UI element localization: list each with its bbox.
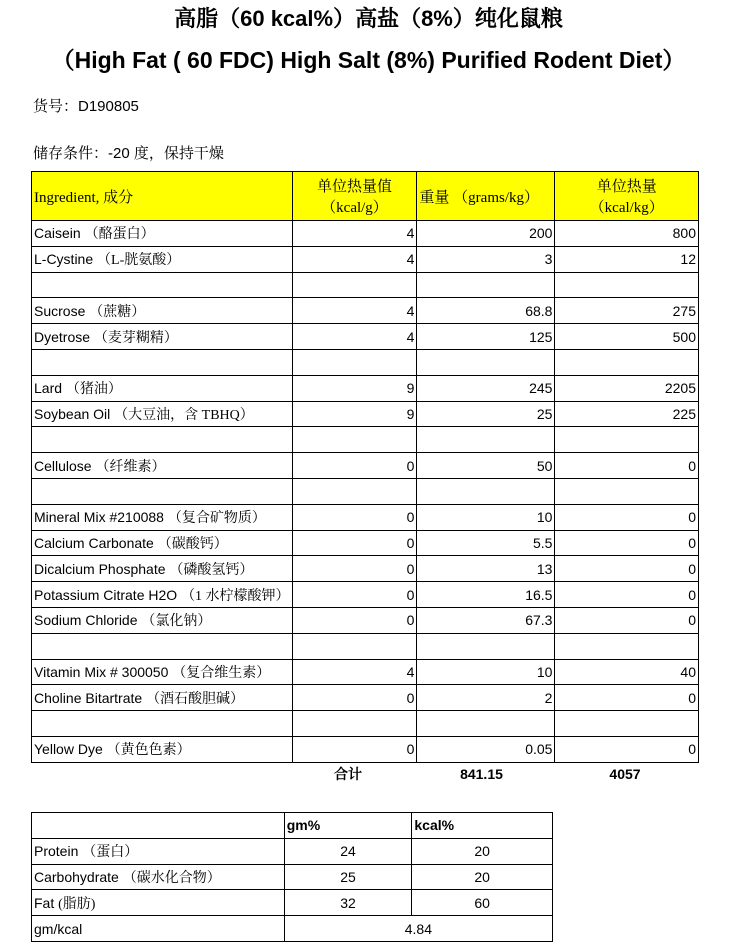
grams-cell bbox=[417, 633, 555, 659]
ingredient-name-en: Soybean Oil bbox=[34, 405, 111, 422]
table-row bbox=[32, 298, 699, 324]
table-row bbox=[32, 272, 699, 298]
unit-kcal-g-cell: 0 bbox=[292, 736, 417, 762]
grams-cell: 68.8 bbox=[417, 298, 555, 324]
gm-kcal-label: gm/kcal bbox=[32, 916, 285, 942]
ingredient-name-cn: （氯化钠） bbox=[141, 614, 212, 630]
nutrition-row bbox=[32, 838, 553, 864]
unit-kcal-g-cell bbox=[292, 349, 417, 375]
unit-kcal-g-cell bbox=[292, 478, 417, 504]
nutrition-header-kcal: kcal% bbox=[412, 813, 553, 839]
table-row bbox=[32, 478, 699, 504]
unit-kcal-g-cell bbox=[292, 633, 417, 659]
grams-cell: 25 bbox=[417, 401, 555, 427]
unit-kcal-g-cell: 0 bbox=[292, 530, 417, 556]
ingredient-name-cell bbox=[32, 324, 293, 350]
ingredient-name-en: Sucrose bbox=[34, 302, 86, 319]
table-row bbox=[32, 221, 699, 247]
table-row bbox=[32, 427, 699, 453]
table-row bbox=[32, 556, 699, 582]
unit-kcal-g-cell: 4 bbox=[292, 246, 417, 272]
kcal-kg-cell: 800 bbox=[555, 221, 699, 247]
header-weight: 重量 （grams/kg） bbox=[417, 172, 555, 221]
nutrition-kcal-cell: 60 bbox=[412, 890, 553, 916]
header-unit-kcal-g-line2: （kcal/g） bbox=[321, 200, 388, 216]
grams-cell: 245 bbox=[417, 375, 555, 401]
kcal-kg-cell bbox=[555, 633, 699, 659]
nutrition-label-en: Protein bbox=[34, 843, 79, 860]
ingredient-name-en: Vitamin Mix # 300050 bbox=[34, 663, 169, 680]
kcal-kg-cell: 0 bbox=[555, 607, 699, 633]
unit-kcal-g-cell bbox=[292, 711, 417, 737]
kcal-kg-cell bbox=[555, 349, 699, 375]
ingredient-name-cn: （纤维素） bbox=[95, 459, 166, 475]
table-row bbox=[32, 607, 699, 633]
ingredient-name-cell bbox=[32, 711, 293, 737]
nutrition-row bbox=[32, 890, 553, 916]
nutrition-header-gm: gm% bbox=[284, 813, 412, 839]
storage-conditions: 储存条件：-20 度，保持干燥 bbox=[33, 145, 224, 162]
ingredient-name-cn: （酪蛋白） bbox=[84, 227, 155, 243]
gm-kcal-value: 4.84 bbox=[284, 916, 552, 942]
ingredient-name-cell bbox=[32, 349, 293, 375]
totals-grams: 841.15 bbox=[460, 766, 503, 783]
grams-cell: 10 bbox=[417, 659, 555, 685]
grams-cell bbox=[417, 427, 555, 453]
unit-kcal-g-cell: 0 bbox=[292, 582, 417, 608]
table-row bbox=[32, 401, 699, 427]
nutrition-label-cn: (脂肪) bbox=[58, 896, 96, 912]
unit-kcal-g-cell: 9 bbox=[292, 375, 417, 401]
title-chinese: 高脂（60 kcal%）高盐（8%）纯化鼠粮 bbox=[174, 6, 563, 31]
ingredient-name-cn: （麦芽糊精） bbox=[93, 330, 178, 346]
ingredient-name-en: Lard bbox=[34, 380, 63, 397]
kcal-kg-cell: 0 bbox=[555, 504, 699, 530]
unit-kcal-g-cell bbox=[292, 272, 417, 298]
nutrition-gm-cell: 25 bbox=[284, 864, 412, 890]
table-row bbox=[32, 375, 699, 401]
kcal-kg-cell: 0 bbox=[555, 453, 699, 479]
gm-kcal-row bbox=[32, 916, 553, 942]
kcal-kg-cell: 12 bbox=[555, 246, 699, 272]
totals-row-table bbox=[31, 762, 699, 787]
ingredient-name-en: Yellow Dye bbox=[34, 741, 103, 758]
grams-cell: 0.05 bbox=[417, 736, 555, 762]
totals-kcal: 4057 bbox=[609, 766, 641, 783]
table-row bbox=[32, 246, 699, 272]
grams-cell: 10 bbox=[417, 504, 555, 530]
table-row bbox=[32, 659, 699, 685]
header-unit-kcal-kg bbox=[555, 172, 699, 221]
unit-kcal-g-cell: 0 bbox=[292, 504, 417, 530]
totals-label: 合计 bbox=[334, 766, 362, 783]
unit-kcal-g-cell: 9 bbox=[292, 401, 417, 427]
title-english: （High Fat ( 60 FDC) High Salt (8%) Purified Rodent Diet） bbox=[51, 47, 686, 73]
unit-kcal-g-cell: 0 bbox=[292, 556, 417, 582]
nutrition-label-en: Fat bbox=[34, 894, 55, 911]
kcal-kg-cell bbox=[555, 711, 699, 737]
ingredient-name-cn: （1 水柠檬酸钾） bbox=[181, 588, 290, 604]
table-row bbox=[32, 685, 699, 711]
ingredient-name-cell bbox=[32, 504, 293, 530]
kcal-kg-cell: 2205 bbox=[555, 375, 699, 401]
ingredient-name-cell bbox=[32, 221, 293, 247]
nutrition-kcal-cell: 20 bbox=[412, 838, 553, 864]
totals-row bbox=[31, 762, 699, 787]
ingredient-name-cell bbox=[32, 685, 293, 711]
ingredient-name-cell bbox=[32, 375, 293, 401]
ingredient-name-en: Caisein bbox=[34, 225, 81, 242]
ingredient-name-en: Calcium Carbonate bbox=[34, 534, 154, 551]
ingredient-name-cell bbox=[32, 478, 293, 504]
ingredient-name-cell bbox=[32, 556, 293, 582]
ingredient-name-cell bbox=[32, 659, 293, 685]
ingredient-name-cn: （蔗糖） bbox=[89, 304, 146, 320]
table-row bbox=[32, 582, 699, 608]
ingredient-name-cell bbox=[32, 607, 293, 633]
unit-kcal-g-cell: 0 bbox=[292, 607, 417, 633]
nutrition-label-cn: （碳水化合物） bbox=[122, 870, 221, 886]
ingredient-name-cell bbox=[32, 246, 293, 272]
grams-cell: 67.3 bbox=[417, 607, 555, 633]
grams-cell: 50 bbox=[417, 453, 555, 479]
grams-cell: 2 bbox=[417, 685, 555, 711]
ingredient-name-cell bbox=[32, 453, 293, 479]
nutrition-label-cell bbox=[32, 890, 285, 916]
nutrition-label-en: Carbohydrate bbox=[34, 868, 119, 885]
table-row bbox=[32, 453, 699, 479]
nutrition-header-blank bbox=[32, 813, 285, 839]
ingredient-name-en: Mineral Mix #210088 bbox=[34, 509, 164, 526]
table-row bbox=[32, 711, 699, 737]
header-unit-kcal-kg-line1: 单位热量 bbox=[596, 179, 657, 195]
ingredient-name-en: Choline Bitartrate bbox=[34, 689, 143, 706]
nutrition-table bbox=[31, 812, 553, 942]
nutrition-gm-cell: 24 bbox=[284, 838, 412, 864]
kcal-kg-cell: 275 bbox=[555, 298, 699, 324]
header-ingredient: Ingredient, 成分 bbox=[32, 172, 293, 221]
nutrition-header-row bbox=[32, 813, 553, 839]
grams-cell: 13 bbox=[417, 556, 555, 582]
ingredient-name-cell bbox=[32, 736, 293, 762]
ingredient-name-cn: （大豆油，含 TBHQ） bbox=[114, 407, 254, 423]
grams-cell: 125 bbox=[417, 324, 555, 350]
kcal-kg-cell: 0 bbox=[555, 582, 699, 608]
nutrition-row bbox=[32, 864, 553, 890]
ingredient-name-en: Cellulose bbox=[34, 457, 92, 474]
nutrition-label-cell bbox=[32, 838, 285, 864]
unit-kcal-g-cell bbox=[292, 427, 417, 453]
ingredient-name-cell bbox=[32, 427, 293, 453]
ingredient-name-cn: （酒石酸胆碱） bbox=[146, 691, 245, 707]
grams-cell bbox=[417, 349, 555, 375]
ingredient-name-cn: （碳酸钙） bbox=[157, 536, 228, 552]
ingredient-name-cell bbox=[32, 272, 293, 298]
ingredient-name-en: Potassium Citrate H2O bbox=[34, 586, 178, 603]
grams-cell bbox=[417, 478, 555, 504]
grams-cell: 3 bbox=[417, 246, 555, 272]
ingredient-name-cell bbox=[32, 298, 293, 324]
table-row bbox=[32, 633, 699, 659]
ingredient-name-cn: （复合矿物质） bbox=[167, 511, 266, 527]
header-unit-kcal-kg-line2: （kcal/kg） bbox=[589, 200, 664, 216]
table-header-row bbox=[32, 172, 699, 221]
unit-kcal-g-cell: 4 bbox=[292, 324, 417, 350]
unit-kcal-g-cell: 4 bbox=[292, 659, 417, 685]
ingredient-name-cell bbox=[32, 530, 293, 556]
kcal-kg-cell: 500 bbox=[555, 324, 699, 350]
ingredient-name-cell bbox=[32, 582, 293, 608]
nutrition-gm-cell: 32 bbox=[284, 890, 412, 916]
unit-kcal-g-cell: 4 bbox=[292, 298, 417, 324]
table-row bbox=[32, 324, 699, 350]
kcal-kg-cell: 0 bbox=[555, 736, 699, 762]
grams-cell: 5.5 bbox=[417, 530, 555, 556]
nutrition-label-cn: （蛋白） bbox=[82, 845, 139, 861]
kcal-kg-cell bbox=[555, 272, 699, 298]
table-row bbox=[32, 736, 699, 762]
grams-cell bbox=[417, 272, 555, 298]
table-row bbox=[32, 504, 699, 530]
table-row bbox=[32, 349, 699, 375]
grams-cell: 200 bbox=[417, 221, 555, 247]
ingredient-name-en: L-Cystine bbox=[34, 251, 94, 268]
ingredient-name-cell bbox=[32, 633, 293, 659]
ingredient-name-en: Dyetrose bbox=[34, 328, 91, 345]
totals-spacer bbox=[31, 762, 284, 787]
kcal-kg-cell: 225 bbox=[555, 401, 699, 427]
ingredient-name-cn: （磷酸氢钙） bbox=[169, 562, 254, 578]
kcal-kg-cell: 0 bbox=[555, 556, 699, 582]
ingredient-name-cn: （猪油） bbox=[65, 382, 122, 398]
ingredient-table bbox=[31, 171, 699, 763]
unit-kcal-g-cell: 0 bbox=[292, 685, 417, 711]
header-unit-kcal-g-line1: 单位热量值 bbox=[316, 179, 392, 195]
ingredient-name-cn: （L-胱氨酸） bbox=[97, 253, 181, 269]
ingredient-name-en: Dicalcium Phosphate bbox=[34, 560, 166, 577]
ingredient-name-cn: （黄色色素） bbox=[106, 743, 191, 759]
unit-kcal-g-cell: 0 bbox=[292, 453, 417, 479]
kcal-kg-cell bbox=[555, 478, 699, 504]
unit-kcal-g-cell: 4 bbox=[292, 221, 417, 247]
ingredient-name-cell bbox=[32, 401, 293, 427]
table-row bbox=[32, 530, 699, 556]
nutrition-label-cell bbox=[32, 864, 285, 890]
kcal-kg-cell: 0 bbox=[555, 685, 699, 711]
item-number: 货号：D190805 bbox=[33, 98, 139, 115]
kcal-kg-cell bbox=[555, 427, 699, 453]
grams-cell: 16.5 bbox=[417, 582, 555, 608]
grams-cell bbox=[417, 711, 555, 737]
header-unit-kcal-g bbox=[292, 172, 417, 221]
kcal-kg-cell: 40 bbox=[555, 659, 699, 685]
ingredient-name-en: Sodium Chloride bbox=[34, 612, 138, 629]
ingredient-name-cn: （复合维生素） bbox=[172, 665, 271, 681]
nutrition-kcal-cell: 20 bbox=[412, 864, 553, 890]
kcal-kg-cell: 0 bbox=[555, 530, 699, 556]
